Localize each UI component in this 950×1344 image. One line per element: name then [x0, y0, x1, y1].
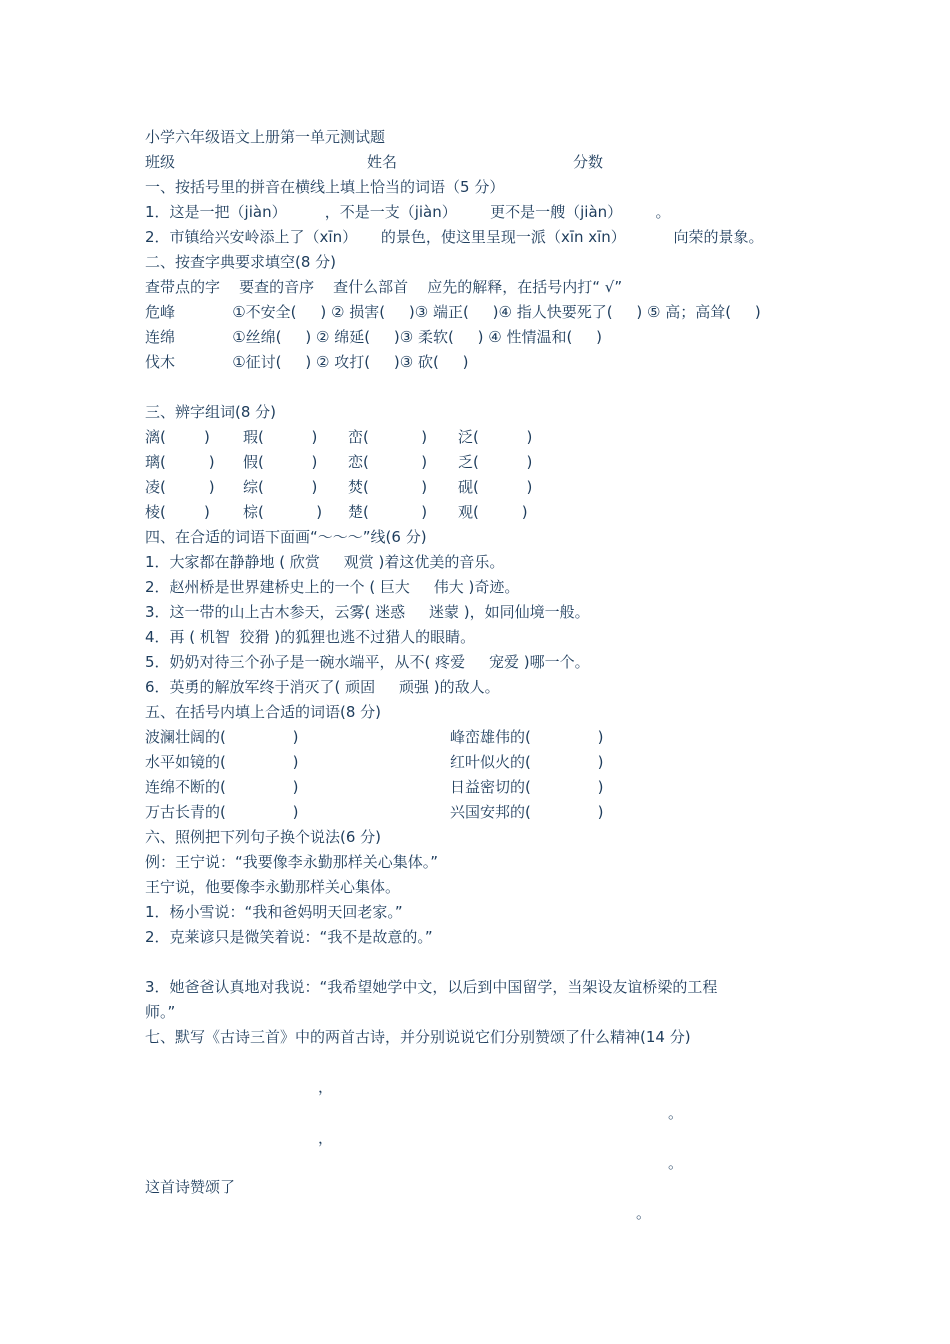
- s3-cell: 楚( ): [348, 503, 428, 521]
- s5-cell: 连绵不断的( ): [145, 778, 299, 796]
- section-2-heading: 二、按查字典要求填空(8 分): [145, 253, 337, 271]
- s3-cell: 棕( ): [243, 503, 323, 521]
- s3-cell: 凌( ): [145, 478, 215, 496]
- exam-title: 小学六年级语文上册第一单元测试题: [145, 128, 386, 146]
- s2-line-3: 连绵 ①丝绵( ) ② 绵延( )③ 柔软( ) ④ 性情温和( ): [145, 328, 603, 346]
- s4-line-1: 1．大家都在静静地 ( 欣赏 观赏 )着这优美的音乐。: [145, 553, 505, 571]
- s1-line-2: 2．市镇给兴安岭添上了（xīn） 的景色，使这里呈现一派（xīn xīn） 向荣的景象。: [145, 228, 764, 246]
- s5-cell: 兴国安邦的( ): [450, 803, 604, 821]
- s6-line-2: 2．克莱谚只是微笑着说：“我不是故意的。”: [145, 928, 433, 946]
- s6-line-3b: 师。”: [145, 1003, 176, 1021]
- s5-cell: 万古长青的( ): [145, 803, 299, 821]
- s4-line-3: 3．这一带的山上古木参天，云雾( 迷惑 迷蒙 )，如同仙境一般。: [145, 603, 590, 621]
- section-7-heading: 七、默写《古诗三首》中的两首古诗，并分别说说它们分别赞颂了什么精神(14 分): [145, 1028, 691, 1046]
- s3-cell: 璃( ): [145, 453, 215, 471]
- s6-example-answer: 王宁说，他要像李永勤那样关心集体。: [145, 878, 401, 896]
- s5-cell: 水平如镜的( ): [145, 753, 299, 771]
- s5-cell: 波澜壮阔的( ): [145, 728, 299, 746]
- s2-line-4: 伐木 ①征讨( ) ② 攻打( )③ 砍( ): [145, 353, 469, 371]
- s5-cell: 峰峦雄伟的( ): [450, 728, 604, 746]
- poem-period: 。: [636, 1204, 652, 1222]
- s5-cell: 日益密切的( ): [450, 778, 604, 796]
- section-5-heading: 五、在括号内填上合适的词语(8 分): [145, 703, 382, 721]
- s6-line-3a: 3．她爸爸认真地对我说：“我希望她学中文，以后到中国留学，当架设友谊桥梁的工程: [145, 978, 718, 996]
- s6-example: 例：王宁说：“我要像李永勤那样关心集体。”: [145, 853, 439, 871]
- s3-cell: 焚( ): [348, 478, 428, 496]
- s4-line-5: 5．奶奶对待三个孙子是一碗水端平，从不( 疼爱 宠爱 )哪一个。: [145, 653, 590, 671]
- s5-cell: 红叶似火的( ): [450, 753, 604, 771]
- section-1-heading: 一、按括号里的拼音在横线上填上恰当的词语（5 分）: [145, 178, 505, 196]
- poem-period: 。: [668, 1104, 684, 1122]
- class-label: 班级: [145, 153, 176, 171]
- s2-line-2: 危峰 ①不安全( ) ② 损害( )③ 端正( )④ 指人快要死了( ) ⑤ 高；高耸( ): [145, 303, 761, 321]
- s1-line-1: 1．这是一把（jiàn） ，不是一支（jiàn） 更不是一艘（jiàn） 。: [145, 203, 671, 221]
- s3-cell: 泛( ): [458, 428, 533, 446]
- s3-cell: 假( ): [243, 453, 318, 471]
- s3-cell: 乏( ): [458, 453, 533, 471]
- name-label: 姓名: [367, 153, 398, 171]
- s4-line-2: 2．赵州桥是世界建桥史上的一个 ( 巨大 伟大 )奇迹。: [145, 578, 520, 596]
- section-4-heading: 四、在合适的词语下面画“～～～”线(6 分): [145, 528, 427, 546]
- s3-cell: 观( ): [458, 503, 528, 521]
- poem-comma: ，: [318, 1129, 334, 1147]
- poem-comma: ，: [318, 1078, 334, 1096]
- poem-praise-label: 这首诗赞颂了: [145, 1178, 236, 1196]
- s3-cell: 棱( ): [145, 503, 210, 521]
- s3-cell: 峦( ): [348, 428, 428, 446]
- poem-period: 。: [668, 1154, 684, 1172]
- s4-line-6: 6．英勇的解放军终于消灭了( 顽固 顽强 )的敌人。: [145, 678, 500, 696]
- section-3-heading: 三、辨字组词(8 分): [145, 403, 277, 421]
- s4-line-4: 4．再 ( 机智 狡猾 )的狐狸也逃不过猎人的眼睛。: [145, 628, 476, 646]
- s3-cell: 综( ): [243, 478, 318, 496]
- s6-line-1: 1．杨小雪说：“我和爸妈明天回老家。”: [145, 903, 403, 921]
- section-6-heading: 六、照例把下列句子换个说法(6 分): [145, 828, 382, 846]
- s2-line-1: 查带点的字 要查的音序 查什么部首 应先的解释，在括号内打“ √”: [145, 278, 623, 296]
- s3-cell: 恋( ): [348, 453, 428, 471]
- score-label: 分数: [573, 153, 604, 171]
- s3-cell: 瑕( ): [243, 428, 318, 446]
- s3-cell: 漓( ): [145, 428, 210, 446]
- s3-cell: 砚( ): [458, 478, 533, 496]
